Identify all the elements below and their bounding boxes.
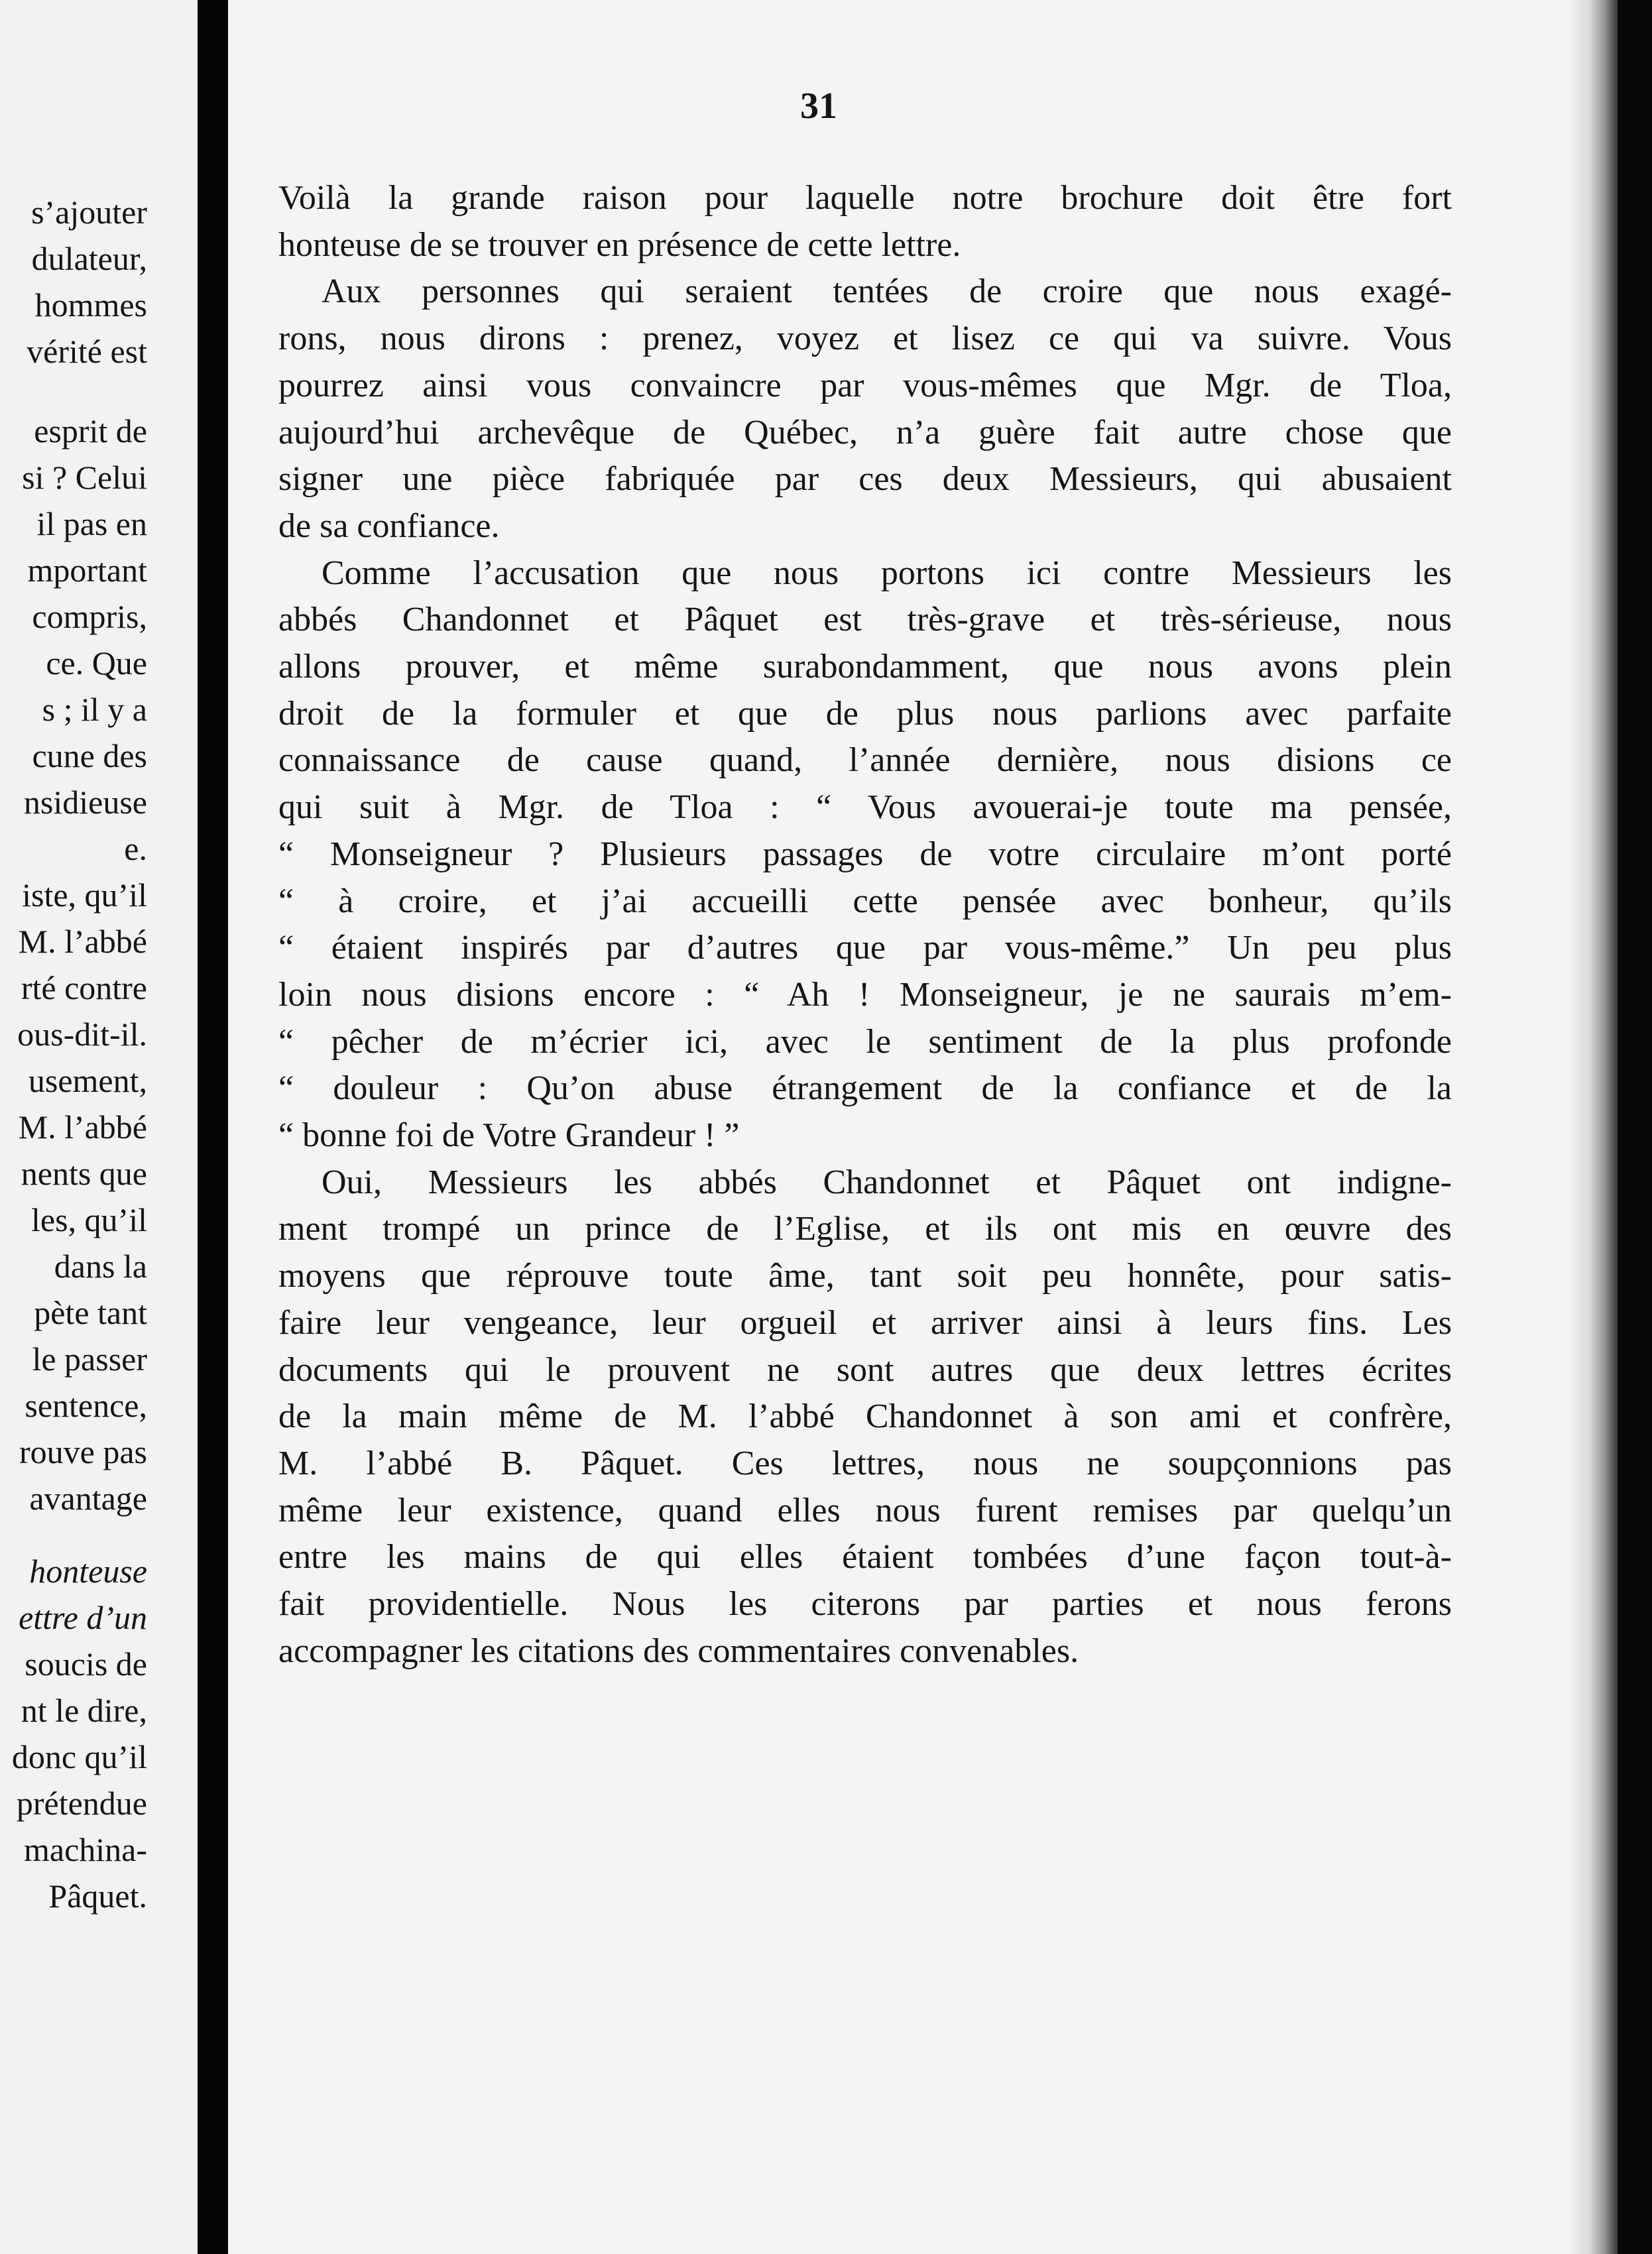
left-page-line: compris, bbox=[32, 598, 147, 635]
body-text-line: Voilà la grande raison pour laquelle notre brochure doit être fort bbox=[278, 179, 1452, 217]
left-page-line: il pas en bbox=[36, 505, 147, 542]
body-text-line: signer une pièce fabriquée par ces deux Messieurs, qui abusaient bbox=[278, 460, 1452, 498]
left-page-line: vérité est bbox=[27, 333, 147, 370]
left-page-line: iste, qu’il bbox=[22, 876, 147, 914]
body-text-line: rons, nous dirons : prenez, voyez et lisez ce qui va suivre. Vous bbox=[278, 320, 1452, 357]
left-page-line: usement, bbox=[28, 1062, 147, 1099]
body-text-line: documents qui le prouvent ne sont autres que deux lettres écrites bbox=[278, 1351, 1452, 1389]
body-text-line: “ pêcher de m’écrier ici, avec le sentiment de la plus profonde bbox=[278, 1023, 1452, 1061]
left-page-line: si ? Celui bbox=[22, 459, 147, 496]
body-text-line: accompagner les citations des commentaires convenables. bbox=[278, 1632, 1079, 1670]
body-text-line: aujourd’hui archevêque de Québec, n’a guère fait autre chose que bbox=[278, 414, 1452, 451]
left-page-line: avantage bbox=[29, 1480, 147, 1517]
left-page-line: ce. Que bbox=[46, 644, 147, 682]
left-page-line: rouve pas bbox=[19, 1433, 147, 1470]
page-edge-shadow bbox=[1571, 0, 1618, 2254]
left-page-line: prétendue bbox=[16, 1785, 147, 1822]
body-text-line: pourrez ainsi vous convaincre par vous-mêmes que Mgr. de Tloa, bbox=[278, 367, 1452, 404]
body-text-line: moyens que réprouve toute âme, tant soit peu honnête, pour satis- bbox=[278, 1257, 1452, 1295]
book-gutter bbox=[198, 0, 228, 2254]
body-text-line: M. l’abbé B. Pâquet. Ces lettres, nous ne soupçonnions pas bbox=[278, 1445, 1452, 1482]
scan-right-edge bbox=[1618, 0, 1652, 2254]
body-text-line: fait providentielle. Nous les citerons par parties et nous ferons bbox=[278, 1585, 1452, 1623]
left-page-line: les, qu’il bbox=[31, 1201, 147, 1238]
left-page-line: mportant bbox=[27, 552, 147, 589]
left-page-line: machina- bbox=[23, 1831, 147, 1868]
right-page bbox=[228, 0, 1618, 2254]
body-text-line: ment trompé un prince de l’Eglise, et ils ont mis en œuvre des bbox=[278, 1210, 1452, 1248]
body-text-line: connaissance de cause quand, l’année dernière, nous disions ce bbox=[278, 741, 1452, 779]
body-text-line: Comme l’accusation que nous portons ici contre Messieurs les bbox=[322, 554, 1452, 592]
body-text-line: “ à croire, et j’ai accueilli cette pensée avec bonheur, qu’ils bbox=[278, 882, 1452, 920]
left-facing-page bbox=[0, 0, 198, 2254]
left-page-line: s’ajouter bbox=[31, 194, 147, 231]
left-page-line: sentence, bbox=[25, 1387, 147, 1424]
page-number: 31 bbox=[800, 86, 837, 127]
left-page-line: M. l’abbé bbox=[18, 923, 147, 960]
left-page-line: cune des bbox=[32, 737, 147, 774]
body-text-line: “ étaient inspirés par d’autres que par vous-même.” Un peu plus bbox=[278, 929, 1452, 967]
body-text-line: faire leur vengeance, leur orgueil et arriver ainsi à leurs fins. Les bbox=[278, 1304, 1452, 1342]
left-page-line: M. l’abbé bbox=[18, 1108, 147, 1146]
body-text-line: allons prouver, et même surabondamment, que nous avons plein bbox=[278, 648, 1452, 685]
body-text-line: de sa confiance. bbox=[278, 507, 500, 545]
body-text-line: “ douleur : Qu’on abuse étrangement de la confiance et de la bbox=[278, 1069, 1452, 1107]
left-page-line: hommes bbox=[34, 286, 147, 324]
body-text-line: qui suit à Mgr. de Tloa : “ Vous avouerai-je toute ma pensée, bbox=[278, 788, 1452, 826]
body-text-line: Aux personnes qui seraient tentées de croire que nous exagé- bbox=[322, 272, 1452, 310]
left-page-line: nents que bbox=[21, 1155, 147, 1192]
left-page-line: s ; il y a bbox=[42, 691, 147, 728]
body-text-line: “ Monseigneur ? Plusieurs passages de votre circulaire m’ont porté bbox=[278, 835, 1452, 873]
left-page-line: rté contre bbox=[21, 969, 147, 1006]
left-page-line: nt le dire, bbox=[21, 1692, 147, 1729]
body-text-line: loin nous disions encore : “ Ah ! Monseigneur, je ne saurais m’em- bbox=[278, 976, 1452, 1014]
body-text-line: abbés Chandonnet et Pâquet est très-grave et très-sérieuse, nous bbox=[278, 601, 1452, 638]
body-text-line: honteuse de se trouver en présence de cette lettre. bbox=[278, 226, 961, 264]
body-text-line: “ bonne foi de Votre Grandeur ! ” bbox=[278, 1116, 740, 1154]
left-page-line: ous-dit-il. bbox=[17, 1016, 147, 1053]
left-page-line: pète tant bbox=[34, 1294, 147, 1331]
left-page-line: e. bbox=[124, 830, 147, 867]
left-page-line: nsidieuse bbox=[23, 784, 147, 821]
left-page-line: Pâquet. bbox=[48, 1877, 147, 1915]
left-page-line: le passer bbox=[32, 1340, 147, 1378]
body-text-line: Oui, Messieurs les abbés Chandonnet et Pâquet ont indigne- bbox=[322, 1163, 1452, 1201]
body-text-line: même leur existence, quand elles nous furent remises par quelqu’un bbox=[278, 1492, 1452, 1529]
left-page-line: ettre d’un bbox=[19, 1599, 147, 1636]
left-page-line: honteuse bbox=[29, 1553, 147, 1590]
left-page-line: dulateur, bbox=[31, 240, 147, 277]
left-page-line: dans la bbox=[54, 1248, 147, 1285]
body-text-line: de la main même de M. l’abbé Chandonnet à son ami et confrère, bbox=[278, 1397, 1452, 1435]
body-text-line: droit de la formuler et que de plus nous parlions avec parfaite bbox=[278, 695, 1452, 733]
left-page-line: donc qu’il bbox=[11, 1738, 147, 1775]
left-page-line: soucis de bbox=[25, 1645, 147, 1683]
left-page-line: esprit de bbox=[34, 412, 147, 449]
body-text-line: entre les mains de qui elles étaient tombées d’une façon tout-à- bbox=[278, 1538, 1452, 1576]
